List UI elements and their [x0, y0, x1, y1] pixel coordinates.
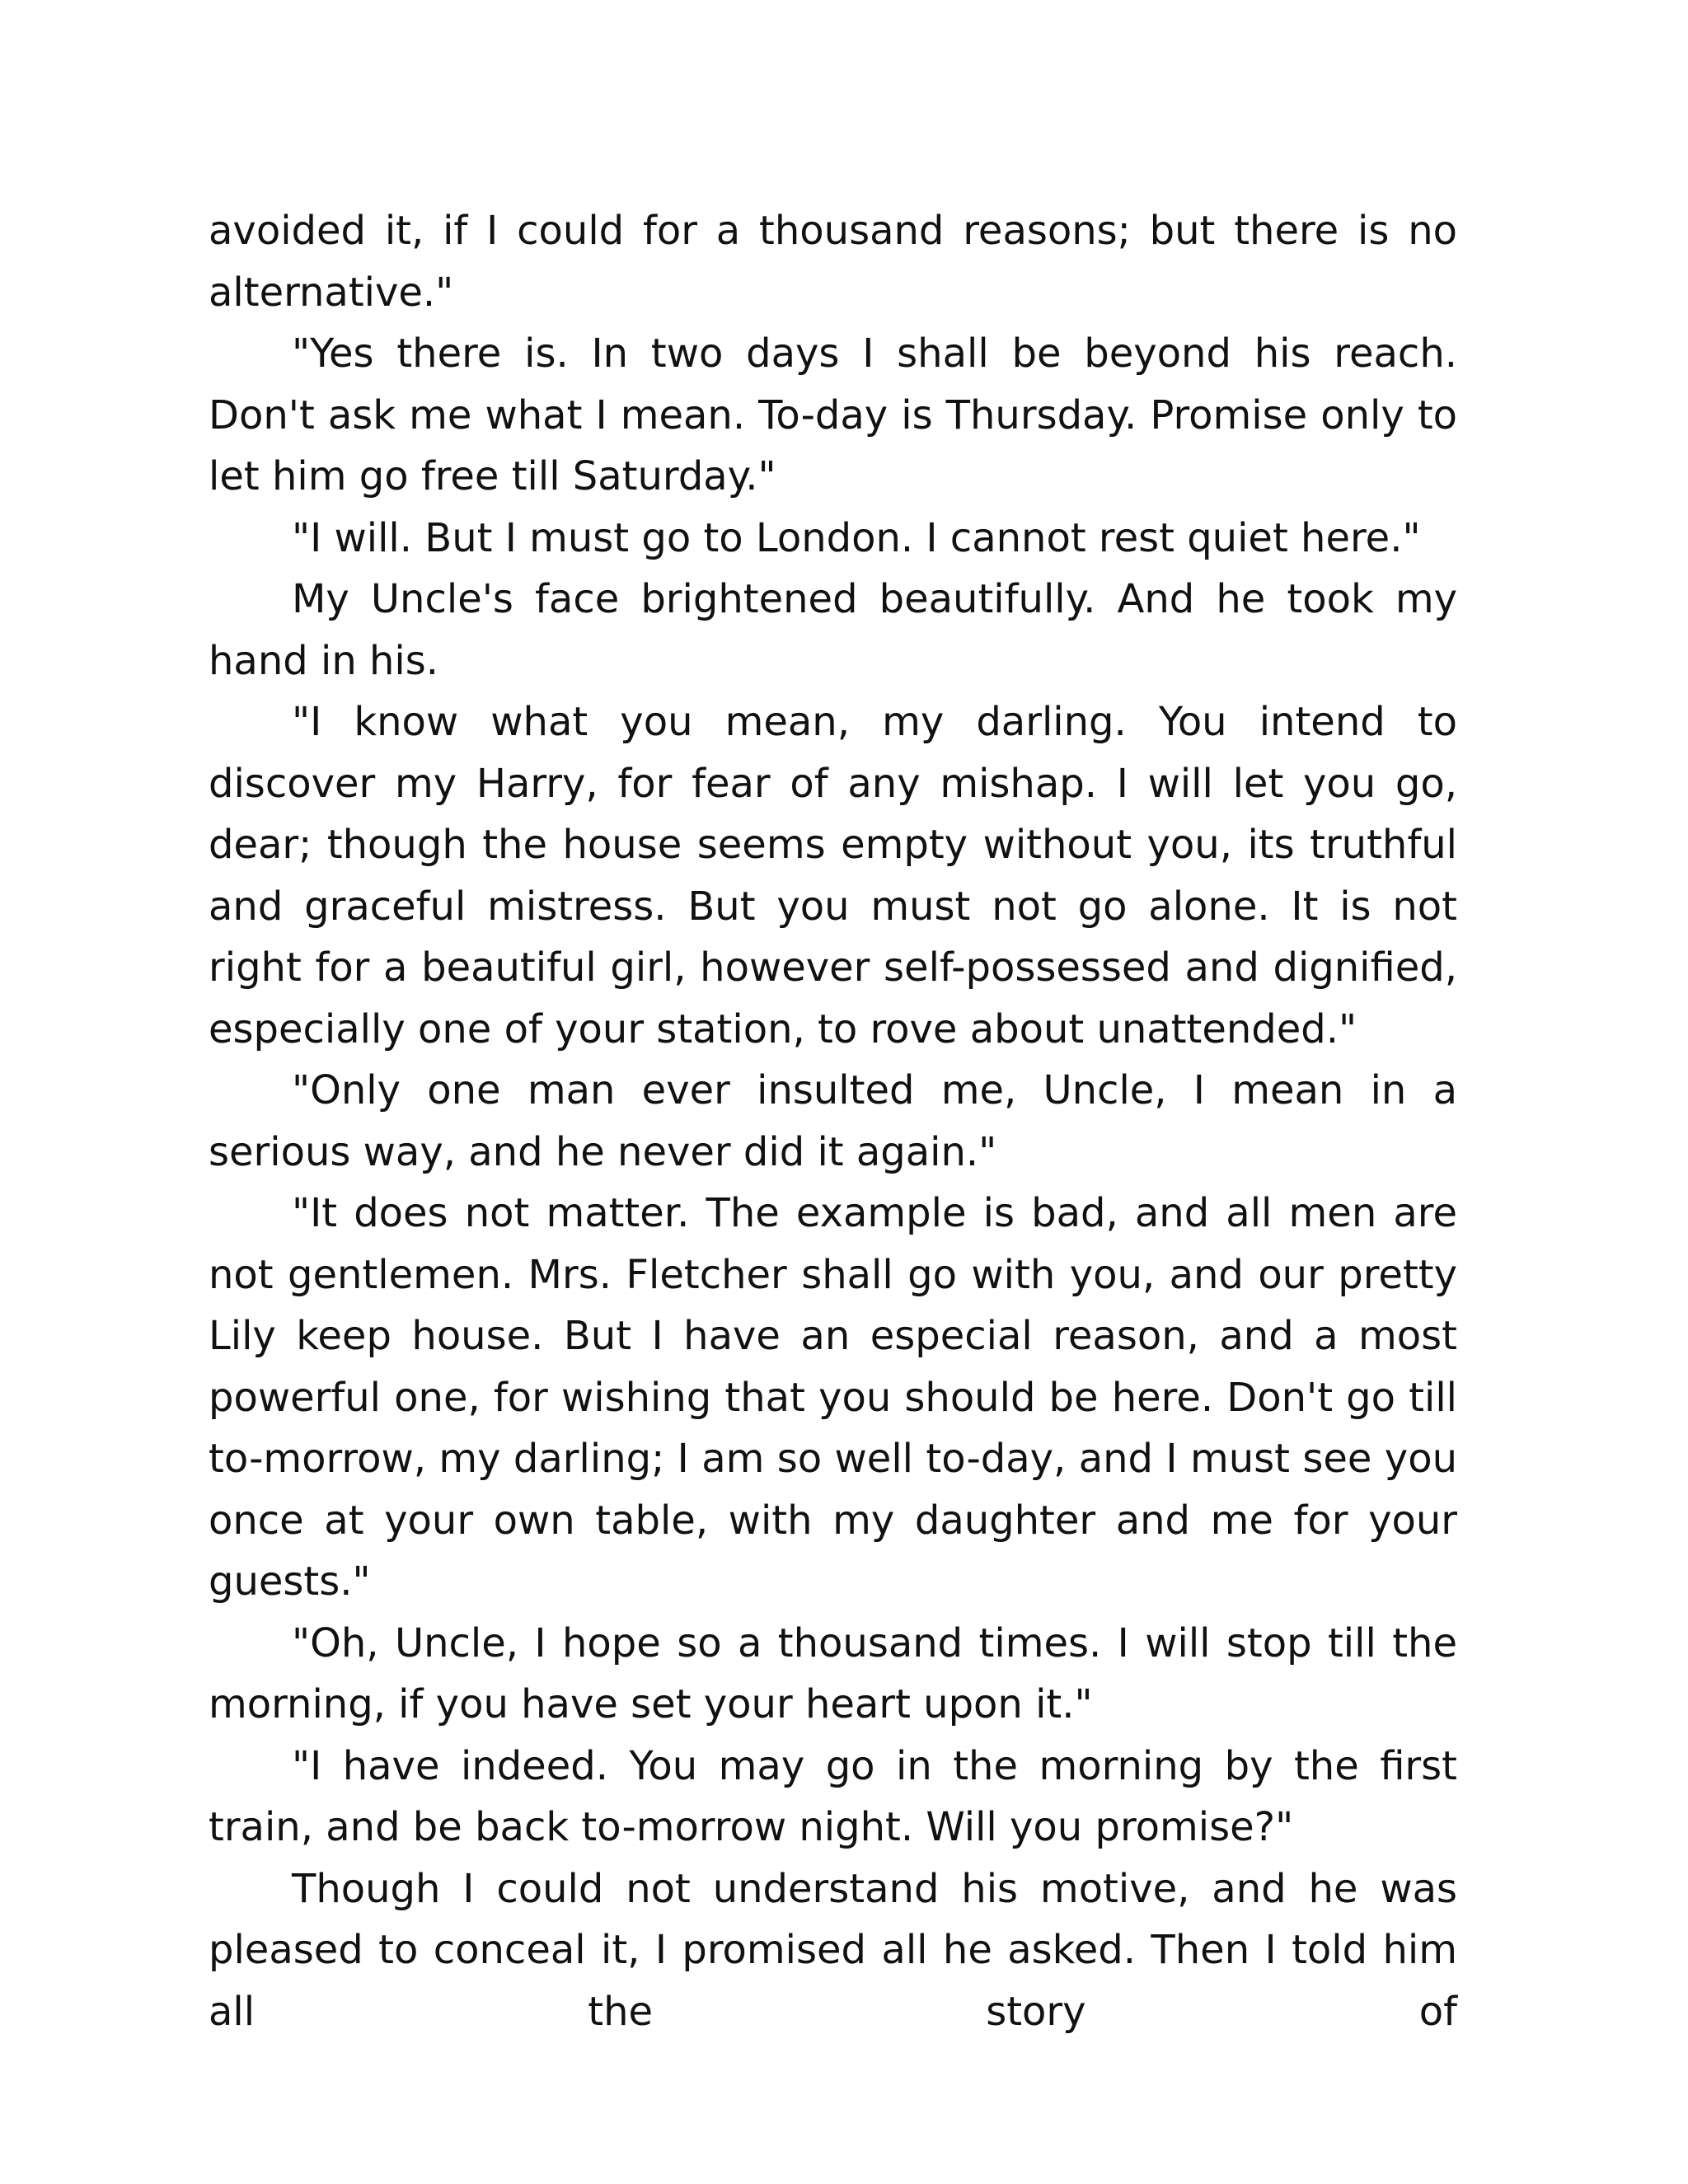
book-page — [209, 200, 1457, 2042]
paragraph-1: avoided it, if I could for a thousand reasons; but there is no alternative." — [209, 208, 1457, 316]
paragraph-8: "Oh, Uncle, I hope so a thousand times. I will stop till the morning, if you have set your heart upon it." — [209, 1619, 1457, 1727]
paragraph-6: "Only one man ever insulted me, Uncle, I mean in a serious way, and he never did it again." — [209, 1067, 1457, 1175]
paragraph-3: "I will. But I must go to London. I cannot rest quiet here." — [292, 514, 1421, 561]
paragraph-7: "It does not matter. The example is bad, and all men are not gentlemen. Mrs. Fletcher shall go with you, and our pretty Lily keep house. But I have an especial reason, and a most powerful one, for wishing that you should be here. Don't go till to-morrow, my darling; I am so well to-day, and I must see you once at your own table, with my daughter and me for your guests." — [209, 1190, 1457, 1605]
paragraph-5: "I know what you mean, my darling. You intend to discover my Harry, for fear of any mishap. I will let you go, dear; though the house seems empty without you, its truthful and graceful mistress. But you must not go alone. It is not right for a beautiful girl, however self-possessed and dignified, especially one of your station, to rove about unattended." — [209, 699, 1457, 1052]
paragraph-10: Though I could not understand his motive, and he was pleased to conceal it, I promised all he asked. Then I told him all the story of — [209, 1865, 1457, 2035]
paragraph-4: My Uncle's face brightened beautifully. And he took my hand in his. — [209, 576, 1457, 684]
paragraph-9: "I have indeed. You may go in the morning by the first train, and be back to-morrow night. Will you promise?" — [209, 1742, 1457, 1850]
paragraph-2: "Yes there is. In two days I shall be beyond his reach. Don't ask me what I mean. To-day is Thursday. Promise only to let him go free till Saturday." — [209, 330, 1457, 499]
